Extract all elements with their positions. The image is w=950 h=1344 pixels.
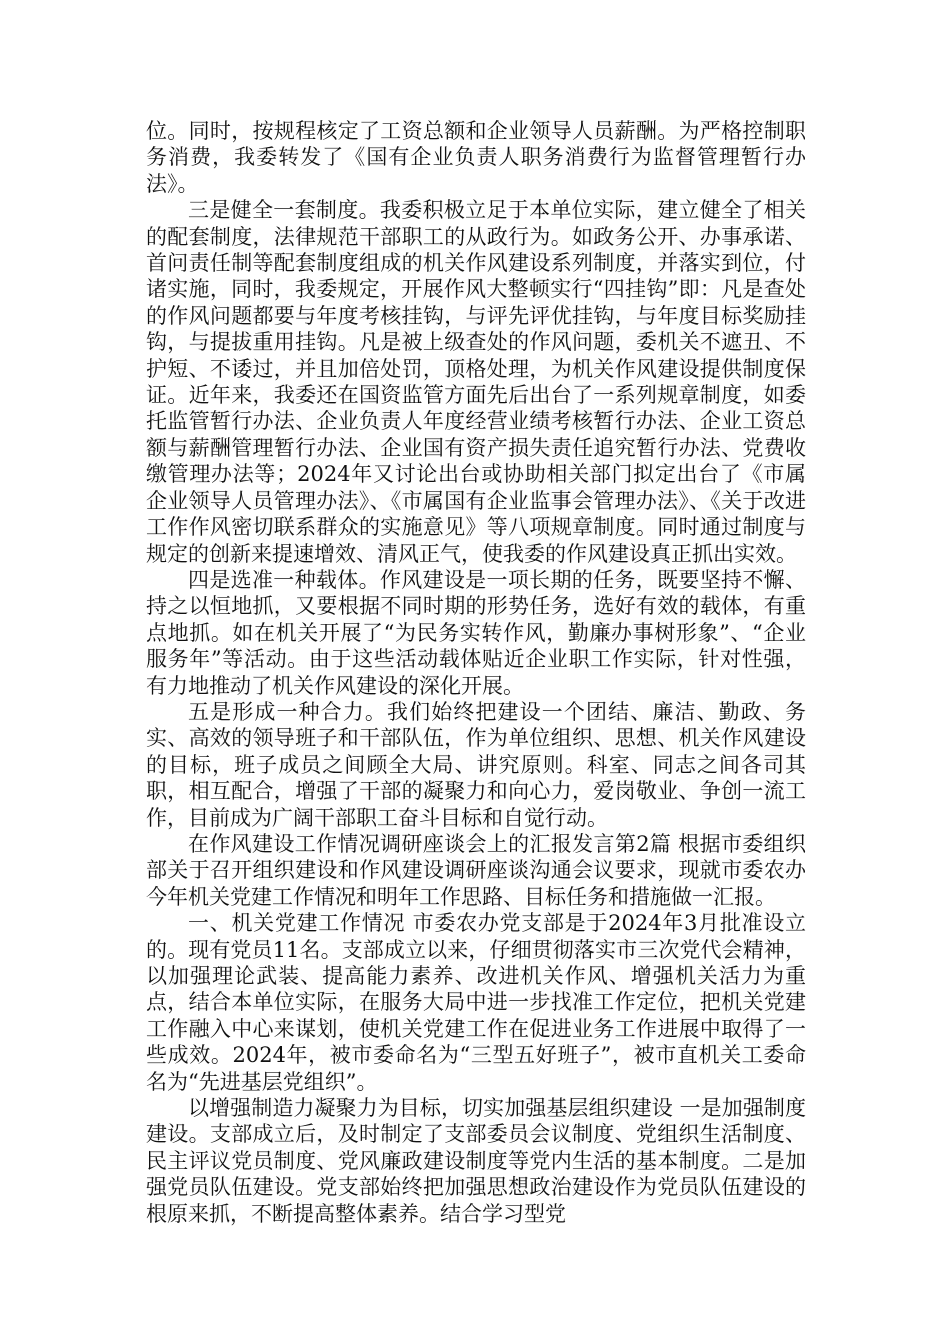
document-page xyxy=(146,118,806,1227)
paragraph-second-article-intro: 在作风建设工作情况调研座谈会上的汇报发言第2篇 根据市委组织部关于召开组织建设和作风建设调研座谈沟通会议要求，现就市委农办今年机关党建工作情况和明年工作思路、目标任务和措施做一汇报。 xyxy=(146,831,806,909)
paragraph-five-synergy: 五是形成一种合力。我们始终把建设一个团结、廉洁、勤政、务实、高效的领导班子和干部队伍，作为单位组织、思想、机关作风建设的目标，班子成员之间顾全大局、讲究原则。科室、同志之间各司其职，相互配合，增强了干部的凝聚力和向心力，爱岗敬业、争创一流工作，目前成为广阔干部职工奋斗目标和自觉行动。 xyxy=(146,699,806,830)
paragraph-continuation: 位。同时，按规程核定了工资总额和企业领导人员薪酬。为严格控制职务消费，我委转发了《国有企业负责人职务消费行为监督管理暂行办法》。 xyxy=(146,119,806,196)
paragraph-organization-building: 以增强制造力凝聚力为目标，切实加强基层组织建设 一是加强制度建设。支部成立后，及时制定了支部委员会议制度、党组织生活制度、民主评议党员制度、党风廉政建设制度等党内生活的基本制度。二是加强党员队伍建设。党支部始终把加强思想政治建设作为党员队伍建设的根原来抓，不断提高整体素养。结合学习型党 xyxy=(146,1096,806,1226)
paragraph-three-systems: 三是健全一套制度。我委积极立足于本单位实际，建立健全了相关的配套制度，法律规范干部职工的从政行为。如政务公开、办事承诺、首问责任制等配套制度组成的机关作风建设系列制度，并落实到位，付诸实施，同时，我委规定，开展作风大整顿实行“四挂钩”即：凡是查处的作风问题都要与年度考核挂钩，与评先评优挂钩，与年度目标奖励挂钩，与提拔重用挂钩。凡是被上级查处的作风问题，委机关不遮丑、不护短、不诿过，并且加倍处罚，顶格处理，为机关作风建设提供制度保证。近年来，我委还在国资监管方面先后出台了一系列规章制度，如委托监管暂行办法、企业负责人年度经营业绩考核暂行办法、企业工资总额与薪酬管理暂行办法、企业国有资产损失责任追究暂行办法、党费收缴管理办法等；2024年又讨论出台或协助相关部门拟定出台了《市属企业领导人员管理办法》、《市属国有企业监事会管理办法》、《关于改进工作作风密切联系群众的实施意见》等八项规章制度。同时通过制度与规定的创新来提速增效、清风正气，使我委的作风建设真正抓出实效。 xyxy=(146,198,806,566)
paragraph-party-building-status: 一、机关党建工作情况 市委农办党支部是于2024年3月批准设立的。现有党员11名。支部成立以来，仔细贯彻落实市三次党代会精神，以加强理论武装、提高能力素养、改进机关作风、增强机关活力为重点，结合本单位实际，在服务大局中进一步找准工作定位，把机关党建工作融入中心来谋划，使机关党建工作在促进业务工作进展中取得了一些成效。2024年，被市委命名为“三型五好班子”，被市直机关工委命名为“先进基层党组织”。 xyxy=(146,911,806,1094)
paragraph-four-carrier: 四是选准一种载体。作风建设是一项长期的任务，既要坚持不懈、持之以恒地抓，又要根据不同时期的形势任务，选好有效的载体，有重点地抓。如在机关开展了“为民务实转作风，勤廉办事树形象”、“企业服务年”等活动。由于这些活动载体贴近企业职工作实际，针对性强，有力地推动了机关作风建设的深化开展。 xyxy=(146,567,806,698)
